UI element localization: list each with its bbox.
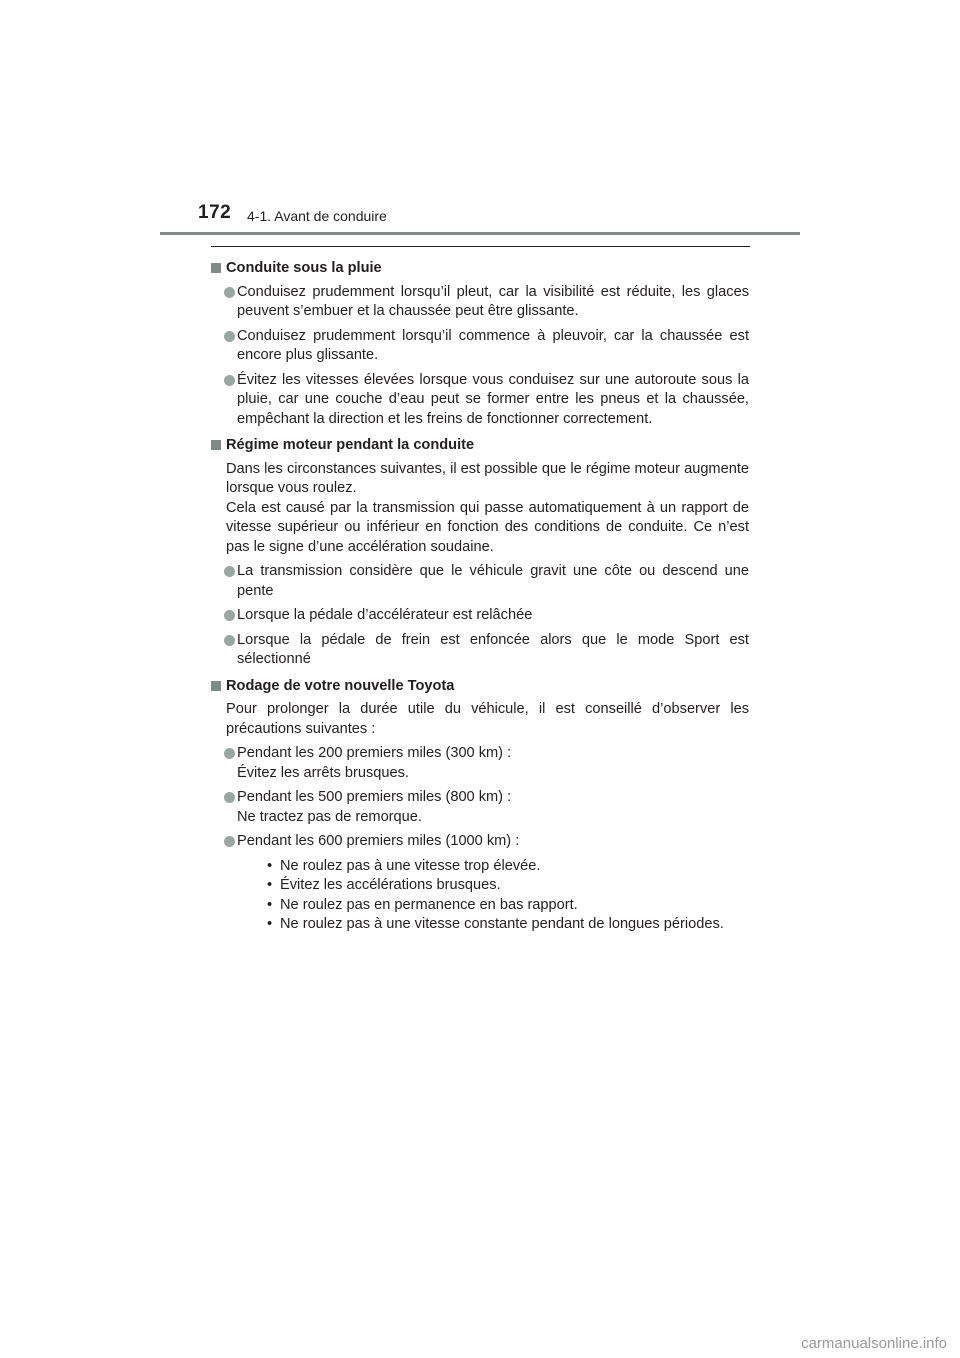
- circle-bullet-icon: [224, 635, 235, 646]
- list-item-text: Lorsque la pédale d’accélérateur est relâchée: [237, 607, 533, 623]
- square-bullet-icon: [211, 681, 221, 691]
- heading-text: Rodage de votre nouvelle Toyota: [226, 677, 455, 694]
- list-item-text: Lorsque la pédale de frein est enfoncée alors que le mode Sport est sélectionné: [237, 631, 749, 667]
- list-item: [211, 788, 749, 827]
- section-heading: [211, 677, 749, 697]
- list-item-text: La transmission considère que le véhicule gravit une côte ou descend une pente: [237, 563, 749, 599]
- circle-bullet-icon: [224, 566, 235, 577]
- circle-bullet-icon: [224, 331, 235, 342]
- paragraph-line: Cela est causé par la transmission qui passe automatiquement à un rapport de vitesse supérieur ou inférieur en fonction des conditions de conduite. Ce n’est pas le signe d’une accélération soudaine.: [226, 499, 749, 555]
- list-item-text: Pendant les 200 premiers miles (300 km) :: [237, 745, 512, 761]
- list-item-text: Conduisez prudemment lorsqu’il commence à pleuvoir, car la chaussée est encore plus glissante.: [237, 327, 749, 363]
- circle-bullet-icon: [224, 375, 235, 386]
- paragraph-line: Dans les circonstances suivantes, il est possible que le régime moteur augmente lorsque vous roulez.: [226, 460, 749, 496]
- list-item-text: Évitez les vitesses élevées lorsque vous conduisez sur une autoroute sous la pluie, car une couche d’eau peut se former entre les pneus et la chaussée, empêchant la direction et les freins de fonctionner correctement.: [237, 371, 749, 427]
- list-item-text: Évitez les arrêts brusques.: [237, 764, 409, 781]
- paragraph: Pour prolonger la durée utile du véhicule, il est conseillé d’observer les précautions suivantes :: [226, 701, 749, 737]
- list-item: [211, 283, 749, 322]
- circle-bullet-icon: [224, 748, 235, 759]
- header-rule: [160, 232, 800, 235]
- list-item: [211, 832, 749, 935]
- list-item-text: Pendant les 600 premiers miles (1000 km) :: [237, 833, 520, 849]
- sub-list-item: • Ne roulez pas en permanence en bas rapport.: [267, 896, 749, 916]
- sub-list-item: • Ne roulez pas à une vitesse trop élevée.: [267, 857, 749, 877]
- list-item: [211, 371, 749, 430]
- list-item-text: Pendant les 500 premiers miles (800 km) :: [237, 789, 512, 805]
- circle-bullet-icon: [224, 287, 235, 298]
- circle-bullet-icon: [224, 836, 235, 847]
- heading-text: Régime moteur pendant la conduite: [226, 437, 475, 453]
- sub-list: [237, 857, 749, 935]
- list-item: [211, 631, 749, 670]
- list-item: [211, 744, 749, 783]
- list-item: [211, 327, 749, 366]
- section-heading: [211, 259, 749, 279]
- list-item-text: Ne tractez pas de remorque.: [237, 808, 422, 825]
- paragraph: [211, 460, 749, 558]
- list-item-text: Conduisez prudemment lorsqu’il pleut, car la visibilité est réduite, les glaces peuvent s’embuer et la chaussée peut être glissante.: [237, 283, 749, 319]
- square-bullet-icon: [211, 263, 221, 273]
- page-number: 172: [198, 202, 232, 223]
- square-bullet-icon: [211, 440, 221, 450]
- circle-bullet-icon: [224, 792, 235, 803]
- page-content: [211, 259, 749, 940]
- section-heading: [211, 436, 749, 456]
- list-item: [211, 562, 749, 601]
- list-item: [211, 606, 749, 626]
- sub-list-item: • Évitez les accélérations brusques.: [267, 876, 749, 896]
- section-divider: [211, 246, 750, 247]
- watermark: carmanualsonline.info: [801, 1335, 947, 1352]
- section-title: 4-1. Avant de conduire: [247, 208, 387, 224]
- circle-bullet-icon: [224, 610, 235, 621]
- heading-text: Conduite sous la pluie: [226, 260, 382, 276]
- sub-list-item: • Ne roulez pas à une vitesse constante pendant de longues périodes.: [267, 915, 749, 935]
